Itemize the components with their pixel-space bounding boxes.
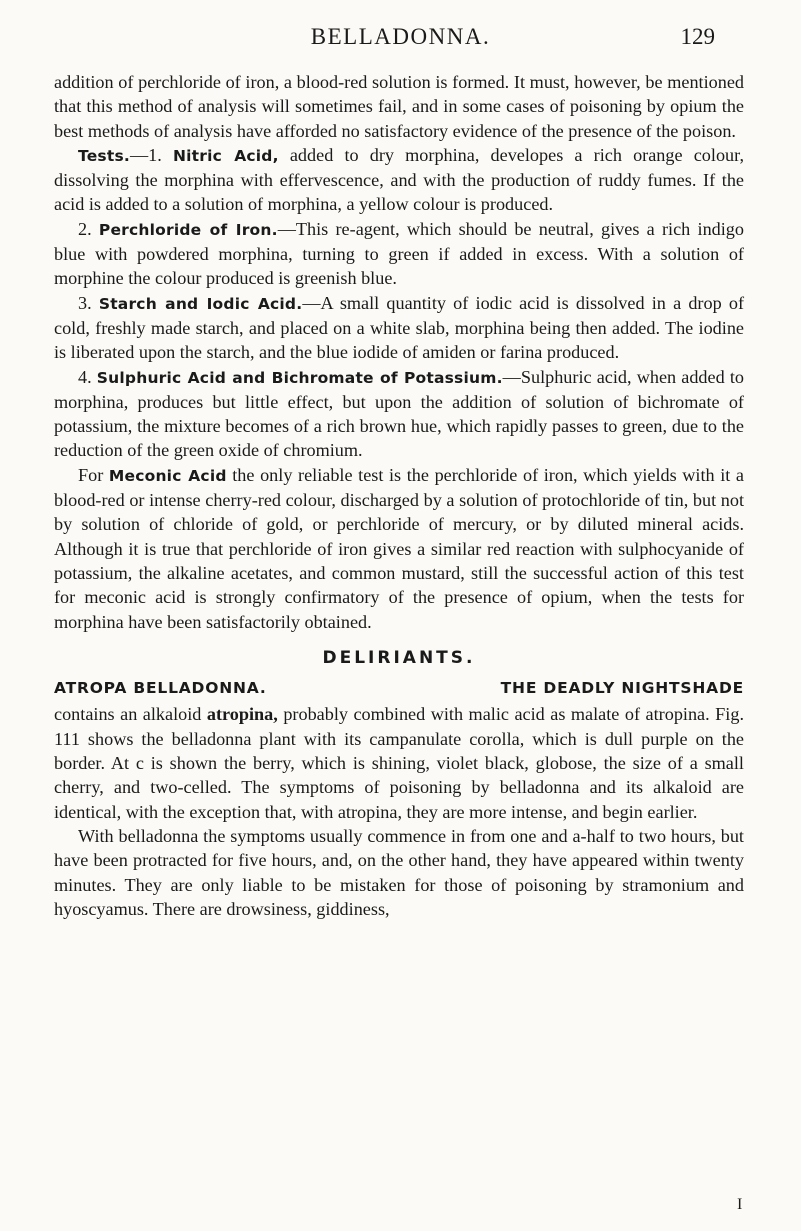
belladonna-paragraph-2: With belladonna the symptoms usually commence in from one and a-half to two hours, but have been protracted for five hours, and, on the other hand, they have appeared within twenty minutes. They are only liable to be mistaken for those of poisoning by stramonium and hyoscyamus. There are drowsiness, giddiness, [54,825,744,919]
test-1-paragraph: Tests.—1. Nitric Acid, added to dry morphina, developes a rich orange colour, dissolving the morphina with effervescence, and with the production of ruddy fumes. If the acid is added to a solution of morphina, a yellow colour is produced. [54,144,745,215]
test-4-paragraph: 4. Sulphuric Acid and Bichromate of Potassium.—Sulphuric acid, when added to morphina, produces but little effect, but upon the addition of solution of bichromate of potassium, the mixture becomes of a rich brown hue, which rapidly passes to green, due to the reduction of the green oxide of chromium. [54,366,744,461]
test-3-reagent: Starch and Iodic Acid. [98,294,303,313]
signature-mark: I [737,1196,743,1213]
running-title: BELLADONNA. [310,24,491,49]
intro-paragraph: addition of perchloride of iron, a blood-red solution is formed. It must, however, be mentioned that this method of analysis will sometimes fail, and in some cases of poisoning by opium the best methods of analysis have afforded no satisfactory evidence of the presence of the poison. [54,72,744,141]
para1-pre: contains an alkaloid [54,704,202,725]
test-3-paragraph: 3. Starch and Iodic Acid.—A small quantity of iodic acid is dissolved in a drop of cold, freshly made starch, and placed on a white slab, morphina being then added. The iodine is liberated upon the starch, and the blue iodide of amiden or farina produced. [54,292,745,363]
section-subhead [54,676,744,700]
subhead-left: ATROPA BELLADONNA. [54,679,267,698]
atropina-term: atropina, [206,704,278,725]
meconic-prefix: For [78,464,104,485]
test-3-number: 3. [78,292,92,313]
meconic-paragraph [54,463,744,634]
para1-text: probably combined with malic acid as malate of atropina. Fig. 111 shows the belladonna plant with its campanulate corolla, which is dull purple on the border. At c is shown the berry, which is shining, violet black, globose, the size of a small cherry, and two-celled. The symptoms of poisoning by belladonna and its alkaloid are identical, with the exception that, with atropina, they are more intense, and begin earlier. [54,704,744,822]
test-2-reagent: Perchloride of Iron. [98,220,278,239]
test-1-number: 1. [148,144,162,165]
tests-lead: Tests. [78,146,130,165]
meconic-reagent: Meconic Acid [108,466,227,485]
test-4-number: 4. [78,366,92,387]
test-1-reagent: Nitric Acid, [172,146,279,165]
subhead-right: THE DEADLY NIGHTSHADE [500,679,744,698]
body-text [54,70,744,921]
test-2-number: 2. [78,218,92,239]
test-2-text: This re-agent, which should be neutral, gives a rich indigo blue with powdered morphina, turning to green if added in excess. With a solution of morphine the colour produced is greenish blue. [54,218,744,289]
running-head [0,24,801,54]
test-1-text: added to dry morphina, developes a rich orange colour, dissolving the morphina with effervescence, and with the production of ruddy fumes. If the acid is added to a solution of morphina, a yellow colour is produced. [54,144,745,215]
test-4-text: Sulphuric acid, when added to morphina, produces but little effect, but upon the addition of solution of bichromate of potassium, the mixture becomes of a rich brown hue, which rapidly passes to green, due to the reduction of the green oxide of chromium. [54,366,744,461]
test-2-paragraph: 2. Perchloride of Iron.—This re-agent, which should be neutral, gives a rich indigo blue with powdered morphina, turning to green if added in excess. With a solution of morphine the colour produced is greenish blue. [54,218,744,289]
section-title: DELIRIANTS. [322,647,476,668]
test-3-text: A small quantity of iodic acid is dissolved in a drop of cold, freshly made starch, and placed on a white slab, morphina being then added. The iodine is liberated upon the starch, and the blue iodide of amiden or farina produced. [54,292,745,363]
page-number: 129 [680,24,715,49]
meconic-text: the only reliable test is the perchloride of iron, which yields with it a blood-red or intense cherry-red colour, discharged by a solution of protochloride of tin, but not by solution of chloride of gold, or perchloride of mercury, or by diluted mineral acids. Although it is true that perchloride of iron gives a similar red reaction with sulphocyanide of potassium, the alkaline acetates, and common mustard, still the successful action of this test for meconic acid is strongly confirmatory of the presence of opium, when the tests for morphina have been satisfactorily obtained. [54,464,745,632]
test-4-reagent: Sulphuric Acid and Bichromate of Potassium. [96,368,503,387]
belladonna-paragraph-1 [54,702,744,823]
